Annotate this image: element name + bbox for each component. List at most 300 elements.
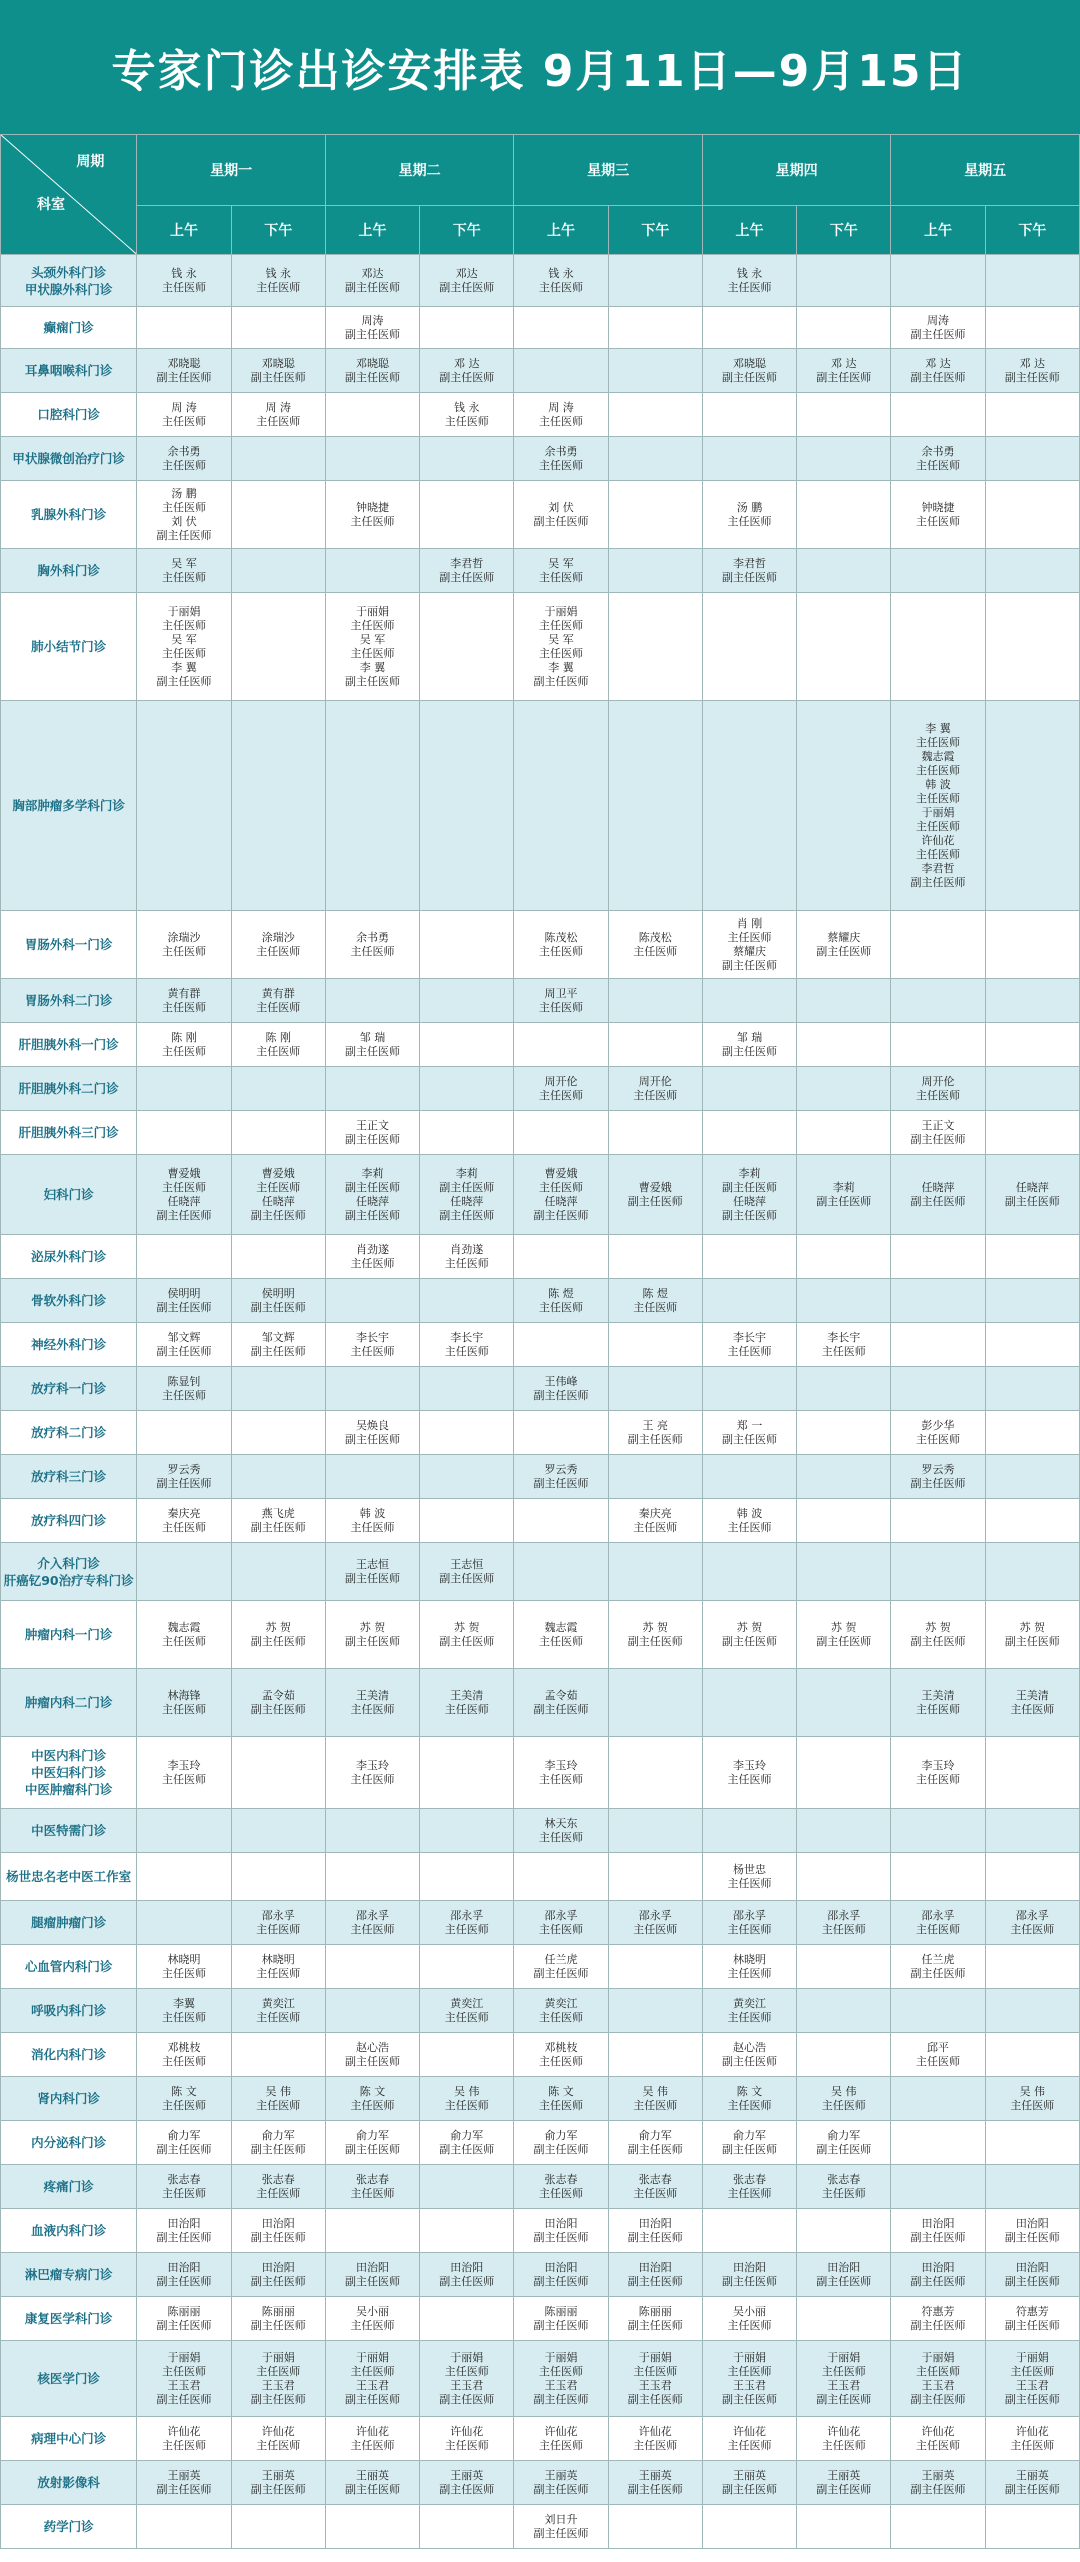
department-name-line: 心血管内科门诊: [24, 1959, 113, 1974]
doctor-title: 主任医师: [350, 2438, 395, 2452]
schedule-cell: [514, 1737, 608, 1809]
department-name: [1, 1669, 137, 1737]
schedule-cell: [420, 1737, 514, 1809]
department-name: [1, 2253, 137, 2297]
doctor-name: 曹爱娥: [638, 1180, 672, 1194]
schedule-cell: [702, 1945, 796, 1989]
schedule-cell: [231, 593, 325, 701]
schedule-cell: [702, 701, 796, 911]
schedule-cell: [797, 1067, 891, 1111]
schedule-cell: [702, 1279, 796, 1323]
schedule-cell: [797, 1023, 891, 1067]
schedule-cell: [608, 1155, 702, 1235]
pm-header: 下午: [797, 206, 891, 255]
department-name: [1, 2077, 137, 2121]
schedule-cell: [137, 1601, 231, 1669]
schedule-cell: [702, 2033, 796, 2077]
department-name-line: 肾内科门诊: [37, 2091, 100, 2106]
doctor-name: 王伟峰: [544, 1374, 578, 1388]
doctor-title: 主任医师: [821, 2098, 866, 2112]
doctor-name: 张志春: [638, 2172, 672, 2186]
schedule-cell: [985, 1945, 1079, 1989]
department-name-line: 乳腺外科门诊: [31, 507, 107, 522]
schedule-cell: [891, 307, 985, 349]
department-name-line: 肝胆胰外科三门诊: [18, 1125, 119, 1140]
doctor-name: 肖劲遂: [450, 1242, 484, 1256]
doctor-name: 林晓明: [167, 1952, 201, 1966]
department-name: [1, 701, 137, 911]
department-name: [1, 549, 137, 593]
doctor-title: 主任医师: [256, 280, 301, 294]
department-name: [1, 2209, 137, 2253]
schedule-cell: [325, 1543, 419, 1601]
doctor-title: 副主任医师: [533, 2230, 589, 2244]
doctor-name: 张志春: [544, 2172, 578, 2186]
doctor-title: 副主任医师: [533, 1476, 589, 1490]
schedule-cell: [797, 593, 891, 701]
doctor-name: 孟令茹: [261, 1688, 295, 1702]
doctor-name: 许仙花: [921, 833, 955, 847]
schedule-cell: [702, 1989, 796, 2033]
doctor-title: 主任医师: [350, 2364, 395, 2378]
doctor-name: 吴 伟: [1019, 2084, 1046, 2098]
department-name-line: 中医特需门诊: [31, 1823, 107, 1838]
doctor-name: 任兰虎: [544, 1952, 578, 1966]
department-name: [1, 979, 137, 1023]
doctor-name: 李玉玲: [544, 1758, 578, 1772]
department-name-line: 呼吸内科门诊: [31, 2003, 107, 2018]
doctor-name: 田治阳: [544, 2216, 578, 2230]
schedule-cell: [985, 2417, 1079, 2461]
doctor-title: 主任医师: [162, 2364, 206, 2378]
doctor-name: 侯明明: [167, 1286, 201, 1300]
doctor-name: 邵永孚: [450, 1908, 484, 1922]
doctor-name: 陈丽丽: [638, 2304, 672, 2318]
schedule-cell: [137, 2461, 231, 2505]
schedule-cell: [608, 1853, 702, 1901]
department-name-line: 内分泌科门诊: [31, 2135, 107, 2150]
doctor-title: 主任医师: [1010, 1702, 1055, 1716]
schedule-cell: [420, 2121, 514, 2165]
schedule-cell: [702, 255, 796, 307]
schedule-cell: [514, 549, 608, 593]
schedule-row: [1, 1411, 1080, 1455]
schedule-cell: [231, 1601, 325, 1669]
schedule-cell: [891, 2209, 985, 2253]
doctor-title: 主任医师: [916, 847, 960, 861]
am-header: 上午: [325, 206, 419, 255]
schedule-row: [1, 1323, 1080, 1367]
doctor-name: 李长宇: [827, 1330, 861, 1344]
doctor-name: 李翼: [173, 1996, 195, 2010]
schedule-cell: [231, 1411, 325, 1455]
doctor-name: 吴焕良: [356, 1418, 389, 1432]
doctor-title: 主任医师: [821, 1922, 866, 1936]
doctor-name: 王正文: [356, 1118, 389, 1132]
day-header-tue: 星期二: [325, 135, 514, 206]
doctor-title: 主任医师: [1010, 2098, 1055, 2112]
schedule-cell: [797, 255, 891, 307]
schedule-cell: [514, 1235, 608, 1279]
schedule-cell: [891, 1989, 985, 2033]
schedule-cell: [514, 979, 608, 1023]
doctor-name: 钱 永: [454, 400, 480, 414]
schedule-cell: [702, 2341, 796, 2417]
doctor-title: 副主任医师: [1004, 1634, 1060, 1648]
doctor-title: 主任医师: [162, 1520, 206, 1534]
doctor-title: 副主任医师: [345, 2392, 400, 2406]
doctor-title: 主任医师: [350, 2098, 395, 2112]
doctor-name: 苏 贺: [454, 1620, 480, 1634]
doctor-name: 苏 贺: [1019, 1620, 1046, 1634]
department-name: [1, 1023, 137, 1067]
schedule-cell: [608, 593, 702, 701]
doctor-name: 邓晓聪: [733, 356, 766, 370]
doctor-name: 张志春: [827, 2172, 861, 2186]
doctor-name: 俞力军: [544, 2128, 578, 2142]
department-name: [1, 1543, 137, 1601]
schedule-row: [1, 2417, 1080, 2461]
schedule-cell: [797, 701, 891, 911]
day-header-fri: 星期五: [891, 135, 1080, 206]
doctor-title: 主任医师: [727, 1520, 772, 1534]
doctor-title: 主任医师: [162, 1634, 206, 1648]
doctor-title: 副主任医师: [910, 2482, 966, 2496]
doctor-name: 陈 煜: [548, 1286, 574, 1300]
schedule-cell: [891, 979, 985, 1023]
schedule-cell: [891, 1669, 985, 1737]
department-name-line: 胸外科门诊: [37, 563, 100, 578]
doctor-name: 田治阳: [921, 2260, 955, 2274]
doctor-title: 主任医师: [444, 2364, 489, 2378]
doctor-title: 副主任医师: [910, 1634, 966, 1648]
doctor-name: 郑 一: [736, 1418, 763, 1432]
doctor-title: 主任医师: [916, 2054, 960, 2068]
schedule-cell: [514, 1901, 608, 1945]
doctor-title: 副主任医师: [345, 370, 400, 384]
schedule-cell: [985, 2505, 1079, 2549]
schedule-cell: [608, 1455, 702, 1499]
schedule-cell: [325, 255, 419, 307]
schedule-cell: [985, 437, 1079, 481]
doctor-title: 副主任医师: [250, 2230, 306, 2244]
doctor-name: 周开伦: [638, 1074, 672, 1088]
schedule-cell: [891, 437, 985, 481]
doctor-title: 副主任医师: [533, 1388, 589, 1402]
doctor-name: 邓 达: [454, 356, 480, 370]
doctor-name: 邵永孚: [1015, 1908, 1049, 1922]
doctor-title: 副主任医师: [250, 1634, 306, 1648]
doctor-title: 副主任医师: [439, 1634, 495, 1648]
doctor-name: 于丽娟: [544, 2350, 578, 2364]
doctor-title: 副主任医师: [439, 570, 495, 584]
doctor-name: 俞力军: [356, 2128, 389, 2142]
department-name-line: 腿瘤肿瘤门诊: [31, 1915, 107, 1930]
doctor-name: 侯明明: [261, 1286, 295, 1300]
schedule-cell: [797, 1111, 891, 1155]
schedule-cell: [137, 1323, 231, 1367]
schedule-cell: [608, 1323, 702, 1367]
doctor-title: 主任医师: [633, 2186, 678, 2200]
department-name-line: 神经外科门诊: [31, 1337, 107, 1352]
schedule-cell: [702, 437, 796, 481]
schedule-cell: [702, 1155, 796, 1235]
schedule-cell: [608, 1669, 702, 1737]
doctor-title: 主任医师: [350, 2318, 395, 2332]
schedule-row: [1, 1901, 1080, 1945]
doctor-title: 主任医师: [821, 1344, 866, 1358]
department-name-line: 消化内科门诊: [31, 2047, 107, 2062]
doctor-title: 主任医师: [539, 1088, 583, 1102]
schedule-cell: [137, 307, 231, 349]
schedule-cell: [985, 481, 1079, 549]
doctor-name: 陈丽丽: [261, 2304, 295, 2318]
schedule-cell: [891, 549, 985, 593]
doctor-name: 王美清: [921, 1688, 955, 1702]
doctor-title: 主任医师: [162, 1388, 206, 1402]
schedule-cell: [891, 393, 985, 437]
department-name: [1, 1323, 137, 1367]
department-name: [1, 1111, 137, 1155]
doctor-name: 于丽娟: [921, 805, 955, 819]
doctor-title: 副主任医师: [533, 2142, 589, 2156]
doctor-title: 主任医师: [350, 618, 395, 632]
schedule-cell: [420, 1367, 514, 1411]
doctor-title: 主任医师: [256, 1000, 301, 1014]
doctor-title: 副主任医师: [250, 2392, 306, 2406]
schedule-cell: [985, 1367, 1079, 1411]
doctor-name: 邱平: [927, 2040, 949, 2054]
schedule-cell: [231, 349, 325, 393]
doctor-title: 主任医师: [162, 1180, 206, 1194]
doctor-title: 副主任医师: [345, 1571, 400, 1585]
doctor-title: 副主任医师: [533, 2274, 589, 2288]
schedule-cell: [420, 2253, 514, 2297]
schedule-cell: [325, 307, 419, 349]
doctor-title: 副主任医师: [156, 2142, 212, 2156]
schedule-row: [1, 1279, 1080, 1323]
department-name-line: 放疗科四门诊: [31, 1513, 107, 1528]
schedule-cell: [985, 393, 1079, 437]
schedule-cell: [985, 911, 1079, 979]
schedule-body: [1, 255, 1080, 2549]
schedule-cell: [702, 1737, 796, 1809]
doctor-title: 副主任医师: [627, 2142, 683, 2156]
doctor-title: 副主任医师: [533, 2392, 589, 2406]
doctor-title: 主任医师: [916, 1702, 960, 1716]
schedule-cell: [420, 1111, 514, 1155]
schedule-cell: [891, 2505, 985, 2549]
schedule-cell: [514, 1323, 608, 1367]
schedule-cell: [137, 2341, 231, 2417]
doctor-title: 副主任医师: [439, 2482, 495, 2496]
schedule-cell: [891, 2121, 985, 2165]
doctor-title: 主任医师: [256, 1922, 301, 1936]
doctor-title: 副主任医师: [250, 2318, 306, 2332]
doctor-name: 吴 军: [171, 556, 197, 570]
doctor-name: 陈 刚: [171, 1030, 197, 1044]
schedule-cell: [137, 255, 231, 307]
doctor-title: 主任医师: [162, 2186, 206, 2200]
schedule-row: [1, 2341, 1080, 2417]
schedule-cell: [514, 393, 608, 437]
doctor-name: 俞力军: [261, 2128, 295, 2142]
doctor-name: 陈丽丽: [167, 2304, 201, 2318]
doctor-title: 主任医师: [539, 1830, 583, 1844]
pm-header: 下午: [420, 206, 514, 255]
doctor-name: 于丽娟: [261, 2350, 295, 2364]
schedule-cell: [891, 2077, 985, 2121]
schedule-cell: [514, 1111, 608, 1155]
schedule-cell: [325, 1155, 419, 1235]
doctor-title: 主任医师: [633, 1520, 678, 1534]
schedule-cell: [702, 1235, 796, 1279]
schedule-cell: [891, 1279, 985, 1323]
doctor-title: 主任医师: [162, 1966, 206, 1980]
schedule-cell: [797, 1669, 891, 1737]
doctor-title: 副主任医师: [156, 1300, 212, 1314]
department-name-line: 放疗科三门诊: [31, 1469, 107, 1484]
day-header-mon: 星期一: [137, 135, 326, 206]
doctor-name: 邓桃枝: [544, 2040, 578, 2054]
schedule-cell: [231, 2297, 325, 2341]
schedule-cell: [985, 1669, 1079, 1737]
doctor-name: 赵心浩: [733, 2040, 766, 2054]
schedule-cell: [514, 593, 608, 701]
schedule-row: [1, 701, 1080, 911]
schedule-cell: [797, 979, 891, 1023]
schedule-cell: [325, 2165, 419, 2209]
schedule-cell: [325, 1989, 419, 2033]
doctor-name: 李莉: [738, 1166, 761, 1180]
doctor-title: 副主任医师: [910, 1194, 966, 1208]
department-name-line: 泌尿外科门诊: [31, 1249, 107, 1264]
schedule-cell: [231, 2417, 325, 2461]
doctor-name: 于丽娟: [356, 2350, 389, 2364]
schedule-cell: [985, 1455, 1079, 1499]
doctor-title: 主任医师: [162, 2438, 206, 2452]
doctor-name: 韩 波: [359, 1506, 386, 1520]
schedule-row: [1, 393, 1080, 437]
schedule-cell: [797, 1853, 891, 1901]
doctor-name: 王丽英: [356, 2468, 389, 2482]
department-name: [1, 1499, 137, 1543]
schedule-cell: [514, 1543, 608, 1601]
schedule-cell: [608, 1809, 702, 1853]
schedule-cell: [608, 701, 702, 911]
doctor-title: 主任医师: [916, 1432, 960, 1446]
doctor-name: 李君哲: [921, 861, 955, 875]
schedule-cell: [325, 1111, 419, 1155]
schedule-cell: [420, 1499, 514, 1543]
day-header-wed: 星期三: [514, 135, 703, 206]
doctor-name: 张志春: [733, 2172, 766, 2186]
doctor-title: 副主任医师: [1004, 2482, 1060, 2496]
schedule-cell: [420, 1067, 514, 1111]
doctor-name: 于丽娟: [167, 604, 201, 618]
doctor-title: 主任医师: [162, 1000, 206, 1014]
schedule-cell: [891, 2341, 985, 2417]
schedule-row: [1, 1023, 1080, 1067]
doctor-title: 主任医师: [727, 2186, 772, 2200]
doctor-title: 主任医师: [916, 819, 960, 833]
doctor-title: 副主任医师: [533, 514, 589, 528]
doctor-name: 魏志霞: [544, 1620, 578, 1634]
doctor-title: 主任医师: [162, 1044, 206, 1058]
schedule-row: [1, 481, 1080, 549]
department-name: [1, 1901, 137, 1945]
doctor-name: 陈 文: [171, 2084, 197, 2098]
schedule-cell: [797, 1455, 891, 1499]
doctor-name: 李莉: [455, 1166, 478, 1180]
doctor-name: 许仙花: [921, 2424, 955, 2438]
schedule-cell: [985, 549, 1079, 593]
doctor-name: 邓晓聪: [356, 356, 389, 370]
doctor-name: 李君哲: [450, 556, 484, 570]
doctor-name: 张志春: [167, 2172, 201, 2186]
doctor-name: 蔡耀庆: [733, 944, 766, 958]
doctor-title: 主任医师: [539, 1922, 583, 1936]
doctor-title: 主任医师: [539, 414, 583, 428]
schedule-cell: [608, 1235, 702, 1279]
doctor-name: 俞力军: [638, 2128, 672, 2142]
doctor-title: 副主任医师: [910, 370, 966, 384]
doctor-title: 主任医师: [727, 1344, 772, 1358]
schedule-cell: [797, 1279, 891, 1323]
doctor-name: 邓晓聪: [167, 356, 201, 370]
schedule-cell: [514, 1455, 608, 1499]
schedule-cell: [702, 2253, 796, 2297]
doctor-name: 于丽娟: [921, 2350, 955, 2364]
schedule-cell: [985, 1809, 1079, 1853]
doctor-name: 邹文辉: [167, 1330, 201, 1344]
schedule-row: [1, 255, 1080, 307]
schedule-cell: [608, 1989, 702, 2033]
department-name: [1, 349, 137, 393]
doctor-title: 主任医师: [350, 646, 395, 660]
doctor-title: 主任医师: [162, 1772, 206, 1786]
schedule-cell: [985, 2033, 1079, 2077]
doctor-name: 田治阳: [921, 2216, 955, 2230]
schedule-cell: [231, 2461, 325, 2505]
doctor-title: 副主任医师: [533, 2526, 589, 2540]
schedule-cell: [137, 1235, 231, 1279]
schedule-cell: [137, 2417, 231, 2461]
doctor-name: 王丽英: [921, 2468, 955, 2482]
doctor-title: 副主任医师: [345, 327, 400, 341]
doctor-title: 主任医师: [256, 2098, 301, 2112]
doctor-title: 副主任医师: [816, 1194, 872, 1208]
doctor-name: 于丽娟: [167, 2350, 201, 2364]
schedule-cell: [514, 2253, 608, 2297]
schedule-cell: [420, 2417, 514, 2461]
doctor-title: 主任医师: [633, 1922, 678, 1936]
schedule-cell: [608, 2341, 702, 2417]
doctor-title: 主任医师: [256, 2438, 301, 2452]
schedule-cell: [325, 1023, 419, 1067]
doctor-name: 邵永孚: [544, 1908, 578, 1922]
doctor-title: 副主任医师: [250, 2482, 306, 2496]
schedule-cell: [985, 307, 1079, 349]
department-name: [1, 1601, 137, 1669]
doctor-title: 副主任医师: [627, 1194, 683, 1208]
department-name-line: 核医学门诊: [37, 2371, 100, 2386]
doctor-title: 副主任医师: [533, 2482, 589, 2496]
schedule-cell: [231, 979, 325, 1023]
doctor-name: 王玉君: [827, 2378, 861, 2392]
schedule-row: [1, 437, 1080, 481]
doctor-name: 韩 波: [925, 777, 951, 791]
